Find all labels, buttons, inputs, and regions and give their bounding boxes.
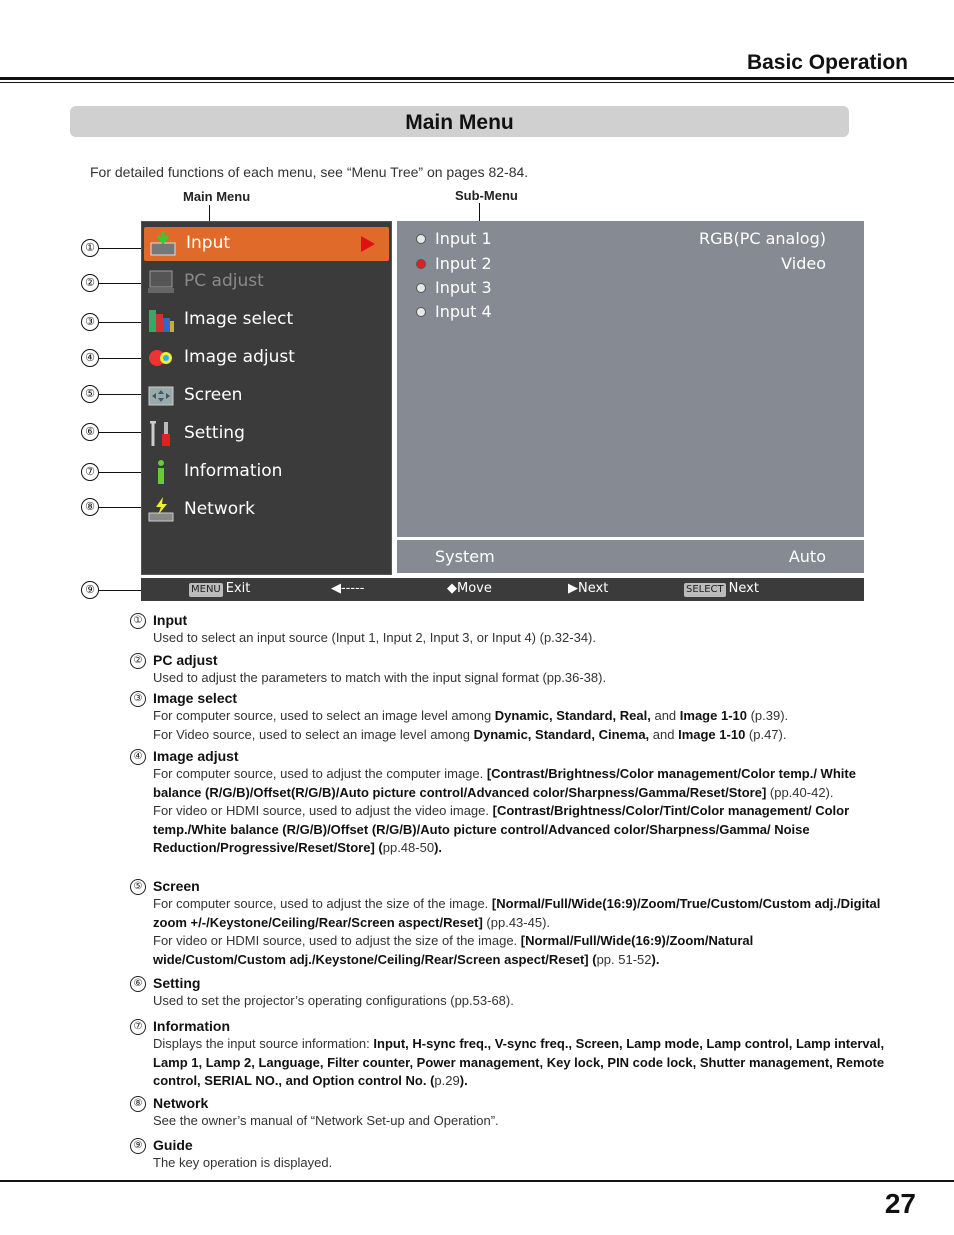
network-icon [147, 497, 175, 523]
callout-leader [99, 590, 141, 591]
sub-item-name: Input 1 [435, 229, 492, 248]
sub-item-input-2[interactable] [397, 252, 864, 276]
footer-rule [0, 1180, 954, 1182]
callout-number: ⑧ [130, 1096, 146, 1112]
menu-key-icon: MENU [191, 584, 221, 595]
menu-item-label: Input [186, 233, 231, 253]
setting-icon [147, 421, 175, 447]
menu-item-label: Setting [184, 423, 245, 443]
desc-title: Setting [153, 975, 201, 991]
guide-move: ◆Move [447, 581, 492, 596]
sub-item-name: Input 4 [435, 302, 492, 321]
desc-text: For computer source, used to adjust the size of the image. [Normal/Full/Wide(16:9)/Zoom/True/Custom/Custom adj./Digital zoom +/-/Keystone/Ceiling/Rear/Screen aspect/Reset] (pp.43-45). For video or HDMI source, used to adjust the size of the image. [Normal/Full/Wide(16:9)/Zoom/Natural wide/Custom/Custom adj./Keystone/Ceiling/Rear/Screen aspect/Reset] (pp. 51-52). [153, 896, 881, 967]
callout-leader [99, 472, 146, 473]
callout-marker: ④ [81, 349, 99, 367]
desc-text: See the owner’s manual of “Network Set-up and Operation”. [153, 1113, 499, 1128]
callout-marker: ③ [81, 313, 99, 331]
select-key-icon: SELECT [686, 584, 724, 595]
desc-title: Image adjust [153, 748, 239, 764]
screen-icon [147, 383, 175, 409]
system-value: Auto [788, 547, 826, 566]
callout-leader [99, 322, 146, 323]
callout-number: ⑦ [130, 1019, 146, 1035]
header-rule-thin [0, 82, 954, 83]
callout-leader [99, 507, 146, 508]
guide-select-next: SELECT Next [686, 581, 759, 596]
menu-item-label: Image select [184, 309, 294, 329]
menu-item-image-adjust[interactable] [142, 341, 391, 375]
sub-item-name: Input 3 [435, 278, 492, 297]
sub-item-input-1[interactable] [397, 227, 864, 251]
information-icon [147, 459, 175, 485]
callout-marker: ① [81, 239, 99, 257]
sub-item-input-3[interactable] [397, 276, 864, 300]
arrow-right-icon: ▶ [568, 581, 578, 596]
callout-leader [99, 432, 146, 433]
desc-text: The key operation is displayed. [153, 1155, 333, 1170]
menu-item-information[interactable] [142, 455, 391, 489]
desc-title: Guide [153, 1137, 193, 1153]
callout-number: ④ [130, 749, 146, 765]
callout-number: ① [130, 613, 146, 629]
menu-item-label: Screen [184, 385, 243, 405]
sub-item-value: RGB(PC analog) [698, 229, 826, 248]
desc-title: Image select [153, 690, 238, 706]
menu-item-setting[interactable] [142, 417, 391, 451]
sub-menu-panel [397, 221, 864, 537]
system-item [397, 545, 864, 569]
input-icon [149, 231, 177, 257]
radio-icon [416, 234, 426, 244]
guide-bar [141, 578, 864, 601]
desc-title: PC adjust [153, 652, 218, 668]
desc-text: Used to select an input source (Input 1, Input 2, Input 3, or Input 4) (p.32-34). [153, 630, 596, 645]
system-name: System [435, 547, 495, 566]
desc-title: Network [153, 1095, 209, 1111]
sub-item-input-4[interactable] [397, 300, 864, 324]
desc-text: Used to adjust the parameters to match with the input signal format (pp.36-38). [153, 670, 607, 685]
desc-title: Information [153, 1018, 230, 1034]
menu-item-label: PC adjust [184, 271, 264, 291]
callout-number: ③ [130, 691, 146, 707]
callout-marker: ⑥ [81, 423, 99, 441]
radio-selected-icon [416, 259, 426, 269]
menu-item-screen[interactable] [142, 379, 391, 413]
desc-text: For computer source, used to adjust the computer image. [Contrast/Brightness/Color management/Color temp./ White balance (R/G/B)/Offset(R/G/B)/Auto picture control/Advanced color/Sharpness/Gamma/Reset/Store] (pp.40-42). For video or HDMI source, used to adjust the video image. [Contrast/Brightness/Color/Tint/Color management/ Color temp./White balance (R/G/B)/Offset (R/G/B)/Auto picture control/Advanced color/Sharpness/Gamma/ Noise Reduction/Progressive/Reset/Store] (pp.48-50). [153, 766, 856, 855]
guide-back: ◀----- [331, 581, 365, 596]
menu-item-label: Network [184, 499, 255, 519]
desc-text: Used to set the projector’s operating configurations (pp.53-68). [153, 993, 514, 1008]
image-adjust-icon [147, 345, 175, 371]
guide-next: ▶Next [568, 581, 609, 596]
main-menu-label: Main Menu [183, 189, 251, 204]
callout-leader [99, 394, 146, 395]
arrow-left-icon: ◀ [331, 581, 341, 596]
callout-number: ⑨ [130, 1138, 146, 1154]
desc-title: Input [153, 612, 188, 628]
up-down-arrow-icon: ◆ [447, 581, 457, 596]
callout-leader [99, 283, 146, 284]
callout-marker: ⑧ [81, 498, 99, 516]
intro-text: For detailed functions of each menu, see “Menu Tree” on pages 82-84. [90, 164, 529, 180]
callout-marker: ⑦ [81, 463, 99, 481]
sub-item-name: Input 2 [435, 254, 492, 273]
callout-marker: ⑨ [81, 581, 99, 599]
section-title: Basic Operation [746, 51, 908, 74]
callout-number: ⑥ [130, 976, 146, 992]
image-select-icon [147, 307, 175, 333]
sub-item-value: Video [781, 254, 826, 273]
radio-icon [416, 283, 426, 293]
menu-item-input[interactable] [144, 227, 389, 261]
radio-icon [416, 307, 426, 317]
callout-leader [99, 248, 146, 249]
menu-item-pc-adjust[interactable] [142, 265, 391, 299]
menu-item-network[interactable] [142, 493, 391, 527]
arrow-right-icon [361, 236, 375, 252]
callout-marker: ⑤ [81, 385, 99, 403]
desc-title: Screen [153, 878, 200, 894]
menu-item-image-select[interactable] [142, 303, 391, 337]
system-row[interactable] [397, 540, 864, 573]
menu-item-label: Information [184, 461, 283, 481]
page-number: 27 [884, 1188, 916, 1219]
pc-adjust-icon [147, 269, 175, 295]
callout-leader [99, 358, 146, 359]
page-title: Main Menu [70, 106, 849, 137]
guide-exit: MENU Exit [191, 581, 251, 596]
callout-number: ⑤ [130, 879, 146, 895]
sub-menu-label: Sub-Menu [455, 188, 518, 203]
callout-number: ② [130, 653, 146, 669]
callout-marker: ② [81, 274, 99, 292]
desc-text: Displays the input source information: Input, H-sync freq., V-sync freq., Screen, Lamp mode, Lamp control, Lamp interval, Lamp 1, Lamp 2, Language, Filter counter, Power management, Key lock, PIN code lock, Shutter management, Remote control, SERIAL NO., and Option control No. (p.29). [153, 1036, 885, 1088]
header-rule [0, 77, 954, 80]
desc-text: For computer source, used to select an image level among Dynamic, Standard, Real, and Image 1-10 (p.39). For Video source, used to select an image level among Dynamic, Standard, Cinema, and Image 1-10 (p.47). [153, 708, 789, 742]
main-menu-panel [141, 221, 392, 575]
menu-item-label: Image adjust [184, 347, 295, 367]
